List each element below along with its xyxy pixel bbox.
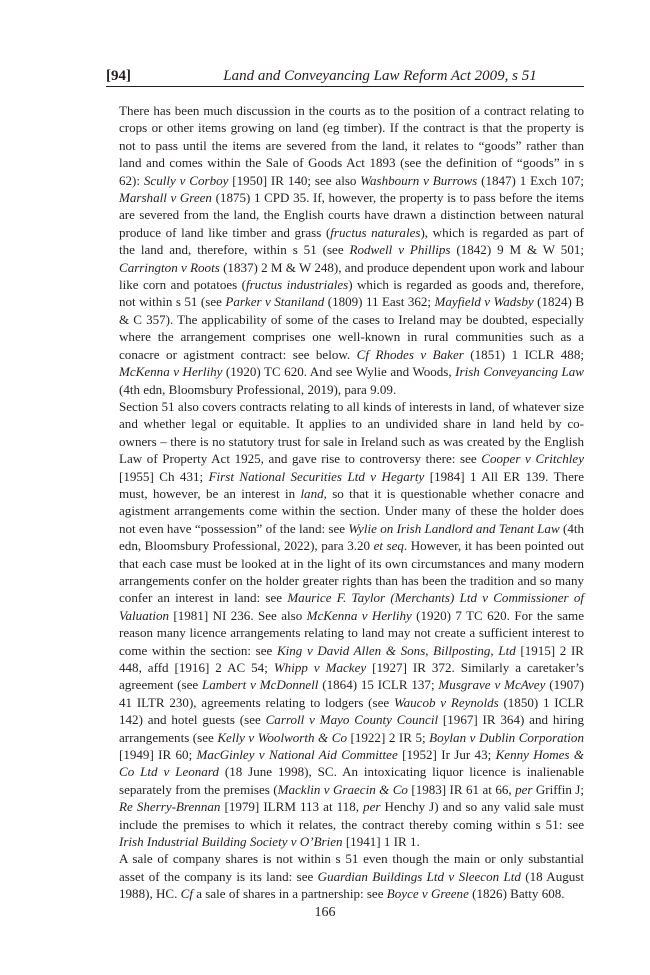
body-text: [1981] NI 236. See also xyxy=(169,607,307,623)
body-text: ) which is regarded as goods and, therefore, not within s 51 (see xyxy=(119,277,584,310)
body-text: Section 51 also covers contracts relating to all kinds of interests in land, of whatever size and whether legal or equitable. It applies to an undivided share in land held by co-owners – there is no statutory trust for sale in Ireland such as was created by the English Law of Property Act 1925, and gave rise to controversy there: see xyxy=(119,398,584,467)
body-text: (1851) 1 ICLR 488; xyxy=(463,346,584,362)
citation-text: Cf Rhodes v Baker xyxy=(356,346,464,362)
body-text: (1864) 15 ICLR 137; xyxy=(318,677,439,693)
body-text: [1915] 2 IR 448, affd [1916] 2 AC 54; xyxy=(119,642,584,675)
citation-text: Lambert v McDonnell xyxy=(202,677,319,693)
body-text: There has been much discussion in the courts as to the position of a contract relating to crops or other items growing on land (eg timber). If the contract is that the property is not to pass until the items are severed from the land, it relates to “goods” rather than land and comes within the Sale of Goods Act 1893 (see the definition of “goods” in s 62): xyxy=(119,103,584,188)
body-text: (1907) 41 ILTR 230), agreements relating to lodgers (see xyxy=(119,677,585,710)
body-text: [1949] IR 60; xyxy=(119,747,197,763)
citation-text: Marshall v Green xyxy=(119,190,212,206)
body-text: (1850) 1 ICLR 142) and hotel guests (see xyxy=(119,694,584,728)
citation-text: Cf xyxy=(180,886,193,902)
body-text: [1979] ILRM 113 at 118, xyxy=(220,799,364,815)
citation-text: Cooper v Critchley xyxy=(481,451,584,467)
citation-text: Kelly v Woolworth & Co xyxy=(217,729,347,745)
citation-text: MacGinley v National Aid Committee xyxy=(196,747,398,763)
citation-text: McKenna v Herlihy xyxy=(306,607,412,623)
citation-text: Maurice F. Taylor (Merchants) Ltd v Commissioner of Valuation xyxy=(119,590,585,623)
body-text: [1955] Ch 431; xyxy=(119,468,209,484)
citation-text: Boylan v Dublin Corporation xyxy=(429,729,584,745)
citation-text: Irish Conveyancing Law xyxy=(455,364,584,380)
body-text: [1984] 1 All ER 139. There must, however, be an interest in xyxy=(119,468,584,501)
body-text: ), which is regarded as part of the land and, therefore, within s 51 (see xyxy=(119,224,584,258)
page-body xyxy=(119,102,584,903)
citation-text: Kenny Homes & Co Ltd v Leonard xyxy=(119,747,584,780)
body-text: . However, it has been pointed out that each case must be looked at in the light of its own circumstances and many modern arrangements confer on the holder greater rights than has been the tradition and so many confer an interest in land: see xyxy=(119,538,584,606)
body-text: a sale of shares in a partnership: see xyxy=(192,886,387,902)
citation-text: land xyxy=(300,485,324,501)
citation-text: fructus naturales xyxy=(330,224,421,240)
body-text: A sale of company shares is not within s 51 even though the main or only substantial asset of the company is its land: see xyxy=(119,851,584,884)
body-text: (1920) TC 620. And see Wylie and Woods, xyxy=(222,364,456,380)
body-text: (4th edn, Bloomsbury Professional, 2022), para 3.20 xyxy=(119,520,584,554)
citation-text: Macklin v Graecin & Co xyxy=(277,781,408,797)
citation-text: Whipp v Mackey xyxy=(273,660,367,675)
body-text: (4th edn, Bloomsbury Professional, 2019), para 9.09. xyxy=(119,381,397,397)
citation-text: per xyxy=(515,781,533,797)
body-text: , so that it is questionable whether conacre and agistment arrangements come within the section. Under many of these the holder does not even have “possession” of the land: see xyxy=(119,485,584,536)
body-text: (18 August 1988), HC. xyxy=(119,868,584,902)
citation-text: Guardian Buildings Ltd v Sleecon Ltd xyxy=(317,868,521,884)
citation-text: Musgrave v McAvey xyxy=(438,677,546,693)
body-text: Henchy J) and so any valid sale must include the premises to which it relates, the contract thereby coming within s 51: see xyxy=(119,799,584,832)
body-text: (1826) Batty 608. xyxy=(468,886,565,902)
body-text: [1950] IR 140; see also xyxy=(228,172,361,188)
body-text: (18 June 1998), SC. An intoxicating liquor licence is inalienable separately from the premises ( xyxy=(119,764,584,797)
body-text: [1941] 1 IR 1. xyxy=(342,834,420,850)
body-text: [1927] IR 372. Similarly a caretaker’s agreement (see xyxy=(119,660,584,693)
body-text: (1842) 9 M & W 501; xyxy=(450,242,584,258)
paragraph-number: [94] xyxy=(106,68,131,84)
citation-text: Rodwell v Phillips xyxy=(349,242,451,258)
citation-text: Waucob v Reynolds xyxy=(393,694,499,710)
citation-text: fructus industriales xyxy=(245,277,349,293)
citation-text: Scully v Corboy xyxy=(143,172,229,188)
citation-text: et seq xyxy=(373,538,404,554)
body-text: [1922] 2 IR 5; xyxy=(346,729,430,745)
body-text: (1847) 1 Exch 107; xyxy=(477,172,585,188)
citation-text: Parker v Staniland xyxy=(225,294,325,310)
body-text: [1952] Ir Jur 43; xyxy=(397,747,496,763)
body-text: (1809) 11 East 362; xyxy=(324,294,435,310)
citation-text: Mayfield v Wadsby xyxy=(434,294,534,310)
body-text: (1875) 1 CPD 35. If, however, the property is to pass before the items are severed from the land, the English courts have drawn a distinction between natural produce of land like timber and grass ( xyxy=(119,190,585,240)
body-text: (1837) 2 M & W 248), and produce dependent upon work and labour like corn and potatoes ( xyxy=(119,259,584,293)
body-text: [1967] IR 364) and hiring arrangements (see xyxy=(119,712,584,745)
page-number: 166 xyxy=(314,905,336,920)
citation-text: First National Securities Ltd v Hegarty xyxy=(208,468,425,484)
header-rule xyxy=(106,86,584,87)
citation-text: Boyce v Greene xyxy=(386,886,469,902)
body-text: (1824) B & C 357). The applicability of some of the cases to Ireland may be doubted, especially where the arrangement comprises one well-known in rural communities such as a conacre or agistment contract: see below. xyxy=(119,294,585,362)
citation-text: per xyxy=(363,799,381,815)
citation-text: Irish Industrial Building Society v O’Brien xyxy=(119,834,343,850)
citation-text: King v David Allen & Sons, Billposting, Ltd xyxy=(276,642,516,658)
citation-text: Carrington v Roots xyxy=(119,259,220,275)
citation-text: Wylie on Irish Landlord and Tenant Law xyxy=(348,520,560,536)
citation-text: Carroll v Mayo County Council xyxy=(265,712,439,728)
body-text: (1920) 7 TC 620. For the same reason many licence arrangements relating to land may not create a sufficient interest to come within the section: see xyxy=(119,607,584,658)
running-title: Land and Conveyancing Law Reform Act 2009, s 51 xyxy=(223,68,537,84)
paragraph xyxy=(119,850,584,902)
paragraph xyxy=(119,102,584,398)
body-text: Griffin J; xyxy=(532,781,585,797)
citation-text: McKenna v Herlihy xyxy=(119,364,223,380)
paragraph xyxy=(119,398,584,851)
citation-text: Re Sherry-Brennan xyxy=(119,799,221,815)
citation-text: Washbourn v Burrows xyxy=(360,172,478,188)
body-text: [1983] IR 61 at 66, xyxy=(407,781,516,797)
